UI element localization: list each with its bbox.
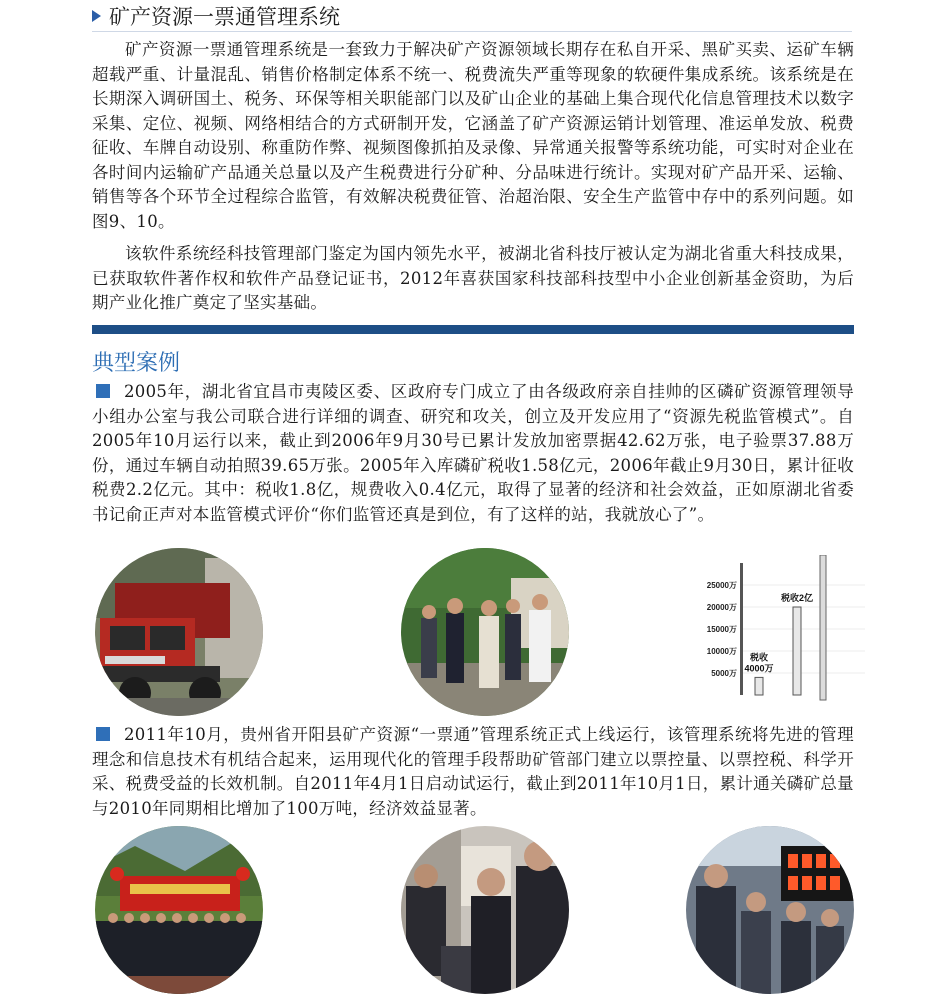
chart-frame-edge [820, 555, 826, 700]
title-underline [92, 31, 852, 32]
achievement-paragraph: 该软件系统经科技管理部门鉴定为国内领先水平，被湖北省科技厅被认定为湖北省重大科技成果，已获取软件著作权和软件产品登记证书，2012年喜获国家科技部科技型中小企业创新基金资助，为后期产业化推广奠定了坚实基础。 [92, 244, 854, 312]
square-bullet-icon [96, 727, 110, 741]
cases-title: 典型案例 [92, 351, 181, 376]
chart-bar [793, 607, 801, 695]
chart-data-label: 4000万 [744, 663, 774, 674]
chart-y-axis [740, 563, 743, 695]
chart-bar [755, 677, 763, 695]
chart-y-tick-label: 20000万 [706, 603, 737, 612]
square-bullet-icon [96, 384, 110, 398]
ceremony-group-photo [95, 826, 263, 994]
chart-y-tick-label: 5000万 [711, 669, 737, 678]
tax-bar-chart [695, 555, 865, 710]
chart-y-tick-label: 15000万 [706, 625, 737, 634]
intro-paragraph: 矿产资源一票通管理系统是一套致力于解决矿产资源领域长期存在私自开采、黑矿买卖、运矿车辆超载严重、计量混乱、销售价格制定体系不统一、税费流失严重等现象的软硬件集成系统。该系统是在长期深入调研国土、税务、环保等相关职能部门以及矿山企业的基础上集合现代化信息管理技术以数字采集、定位、视频、网络相结合的方式研制开发，它涵盖了矿产资源运销计划管理、准运单发放、税费征收、车牌自动设别、称重防作弊、视频图像抓拍及录像、异常通关报警等系统功能，可实时对企业在各时间内运输矿产品通关总量以及产生税费进行分矿种、分品味进行统计。实现对矿产品开采、运输、销售等各个环节全过程综合监管，有效解决税费征管、治超治限、安全生产监管中存中的系列问题。如图9、10。 [92, 40, 854, 231]
inspection-photo [401, 826, 569, 994]
case-1-text: 2005年，湖北省宜昌市夷陵区委、区政府专门成立了由各级政府亲自挂帅的区磷矿资源管理领导小组办公室与我公司联合进行详细的调查、研究和攻关，创立及开发应用了“资源先税监管模式”。自2005年10月运行以来，截止到2006年9月30号已累计发放加密票据42.62万张，电子验票37.88万份，通过车辆自动拍照39.65万张。2005年入库磷矿税收1.58亿元，2006年截止9月30日，累计征收税费2.2亿元。其中：税收1.8亿，规费收入0.4亿元，取得了显著的经济和社会效益，正如原湖北省委书记俞正声对本监管模式评价“你们监管还真是到位，有了这样的站，我就放心了”。 [92, 382, 854, 524]
chart-y-tick-label: 10000万 [706, 647, 737, 656]
section-title [92, 2, 340, 30]
section-title-text: 矿产资源一票通管理系统 [109, 5, 340, 29]
case-paragraph-2 [92, 723, 854, 821]
chart-data-label: 税收 [749, 652, 769, 663]
chart-data-label: 税收2亿 [780, 593, 814, 603]
case-2-text: 2011年10月，贵州省开阳县矿产资源“一票通”管理系统正式上线运行，该管理系统将先进的管理理念和信息技术有机结合起来，运用现代化的管理手段帮助矿管部门建立以票控量、以票控税、科学开采、税费受益的长效机制。自2011年4月1日启动试运行，截止到2011年10月1日，累计通关磷矿总量与2010年同期相比增加了100万吨，经济效益显著。 [92, 725, 854, 818]
triangle-bullet-icon [92, 10, 101, 22]
chart-y-tick-label: 25000万 [706, 581, 737, 590]
case-paragraph-1 [92, 380, 854, 527]
section-divider [92, 325, 854, 334]
truck-photo [95, 548, 263, 716]
led-display-photo [686, 826, 854, 994]
officials-walking-photo [401, 548, 569, 716]
